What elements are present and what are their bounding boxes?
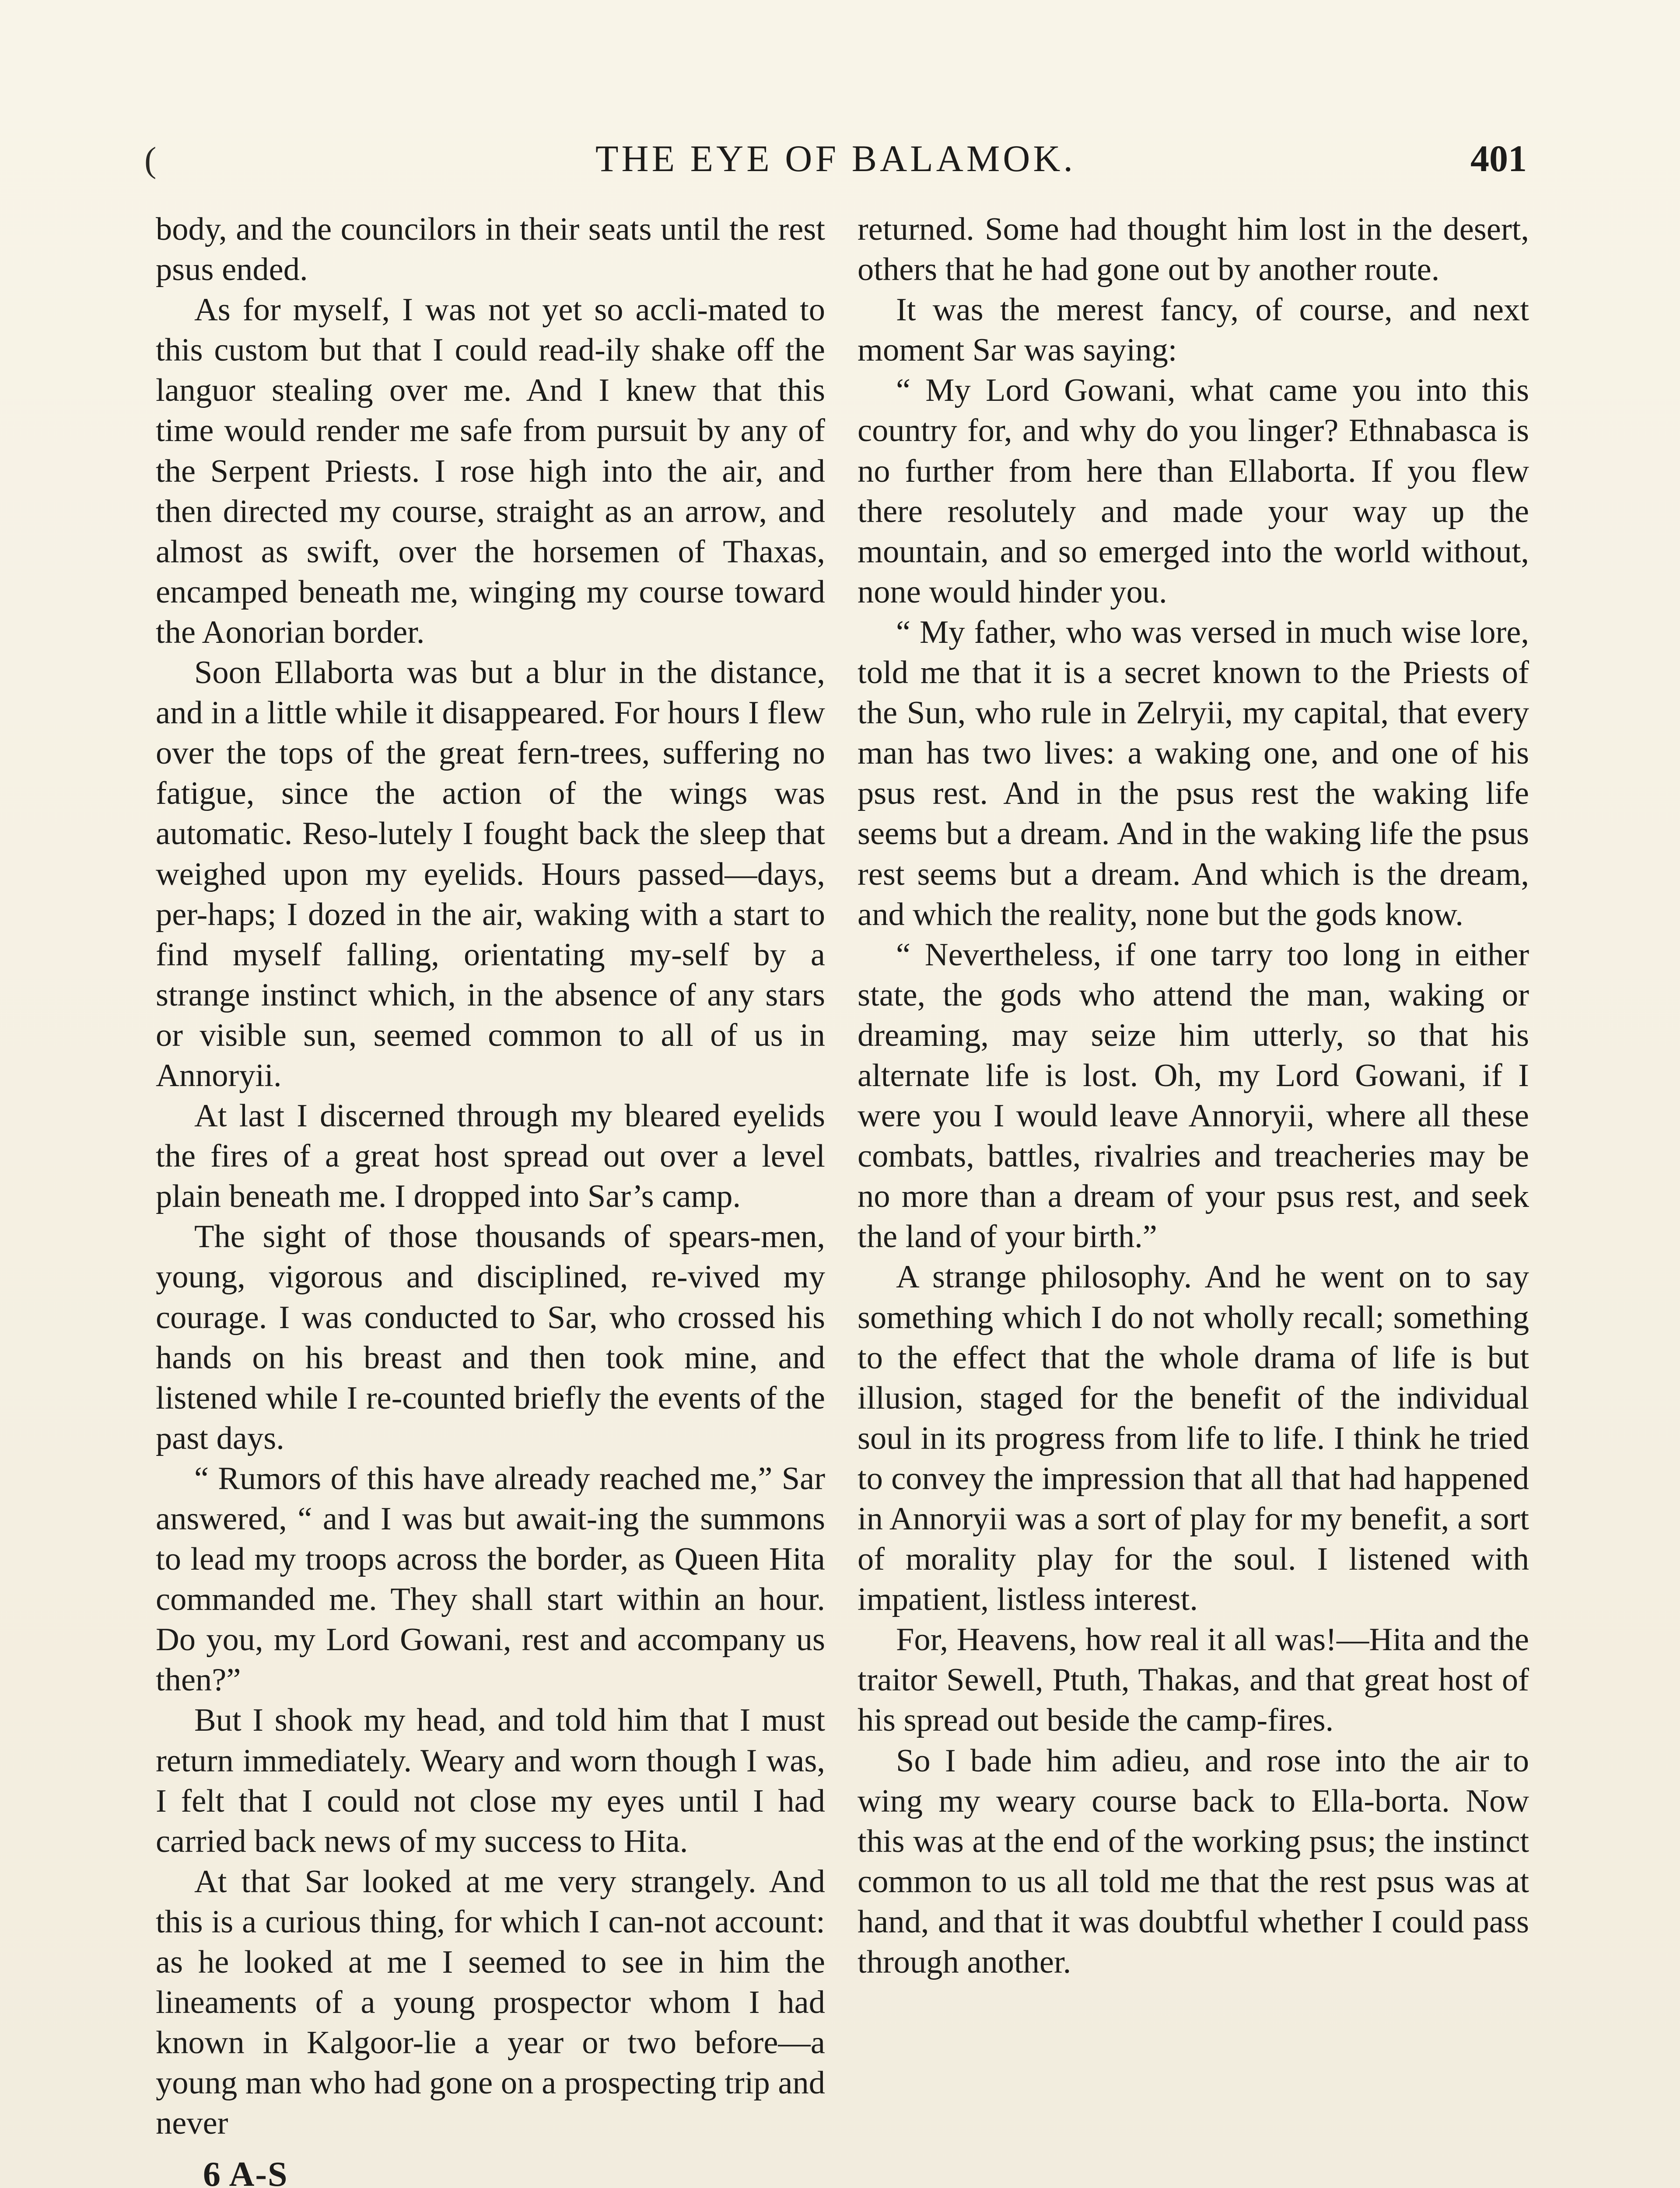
running-title: THE EYE OF BALAMOK.: [595, 137, 1076, 179]
right-column: [858, 209, 1529, 1982]
left-column: [156, 209, 825, 2188]
paragraph: As for myself, I was not yet so accli-mated to this custom but that I could read-ily shake off the languor stealing over me. And I knew that this time would render me safe from pursuit by any of the Serpent Priests. I rose high into the air, and then directed my course, straight as an arrow, and almost as swift, over the horsemen of Thaxas, encamped beneath me, winging my course toward the Aonorian border.: [156, 292, 825, 650]
paragraph: body, and the councilors in their seats until the rest psus ended.: [156, 211, 825, 288]
signature-mark: 6 A-S: [203, 2155, 288, 2188]
paragraph: It was the merest fancy, of course, and next moment Sar was saying:: [858, 292, 1529, 368]
paragraph: Soon Ellaborta was but a blur in the distance, and in a little while it disappeared. For hours I flew over the tops of the great fern-trees, suffering no fatigue, since the action of the wings was automatic. Reso-lutely I fought back the sleep that weighed upon my eyelids. Hours passed—days, per-haps; I dozed in the air, waking with a start to find myself falling, orientating my-self by a strange instinct which, in the absence of any stars or visible sun, seemed common to all of us in Annoryii.: [156, 655, 825, 1094]
running-header: [144, 137, 1527, 185]
margin-mark: (: [144, 140, 157, 179]
paragraph: The sight of those thousands of spears-men, young, vigorous and disciplined, re-vived my courage. I was conducted to Sar, who crossed his hands on his breast and then took mine, and listened while I re-counted briefly the events of the past days.: [156, 1219, 825, 1456]
paragraph: “ My father, who was versed in much wise lore, told me that it is a secret known to the Priests of the Sun, who rule in Zelryii, my capital, that every man has two lives: a waking one, and one of his psus rest. And in the psus rest the waking life seems but a dream. And in the waking life the psus rest seems but a dream. And which is the dream, and which the reality, none but the gods know.: [858, 614, 1529, 933]
paragraph: “ My Lord Gowani, what came you into this country for, and why do you linger? Ethnabasca is no further from here than Ellaborta. If you flew there resolutely and made your way up the mountain, and so emerged into the world without, none would hinder you.: [858, 372, 1529, 610]
paragraph: So I bade him adieu, and rose into the air to wing my weary course back to Ella-borta. Now this was at the end of the working psus; the instinct common to us all told me that the rest psus was at hand, and that it was doubtful whether I could pass through another.: [858, 1743, 1529, 1981]
paragraph: “ Nevertheless, if one tarry too long in either state, the gods who attend the man, waking or dreaming, may seize him utterly, so that his alternate life is lost. Oh, my Lord Gowani, if I were you I would leave Annoryii, where all these combats, battles, rivalries and treacheries may be no more than a dream of your psus rest, and seek the land of your birth.”: [858, 936, 1529, 1255]
paragraph: At last I discerned through my bleared eyelids the fires of a great host spread out over a level plain beneath me. I dropped into Sar’s camp.: [156, 1098, 825, 1215]
paragraph: But I shook my head, and told him that I must return immediately. Weary and worn though I was, I felt that I could not close my eyes until I had carried back news of my success to Hita.: [156, 1702, 825, 1859]
paragraph: For, Heavens, how real it all was!—Hita and the traitor Sewell, Ptuth, Thakas, and that great host of his spread out beside the camp-fires.: [858, 1622, 1529, 1739]
paragraph: At that Sar looked at me very strangely. And this is a curious thing, for which I can-not account: as he looked at me I seemed to see in him the lineaments of a young prospector whom I had known in Kalgoor-lie a year or two before—a young man who had gone on a prospecting trip and never: [156, 1863, 825, 2142]
paragraph: A strange philosophy. And he went on to say something which I do not wholly recall; something to the effect that the whole drama of life is but illusion, staged for the benefit of the individual soul in its progress from life to life. I think he tried to convey the impression that all that had happened in Annoryii was a sort of play for my benefit, a sort of morality play for the soul. I listened with impatient, listless interest.: [858, 1259, 1529, 1618]
page-number: 401: [1470, 137, 1527, 179]
paragraph: “ Rumors of this have already reached me,” Sar answered, “ and I was but await-ing the summons to lead my troops across the border, as Queen Hita commanded me. They shall start within an hour. Do you, my Lord Gowani, rest and accompany us then?”: [156, 1460, 825, 1698]
paragraph: returned. Some had thought him lost in the desert, others that he had gone out by another route.: [858, 211, 1529, 288]
